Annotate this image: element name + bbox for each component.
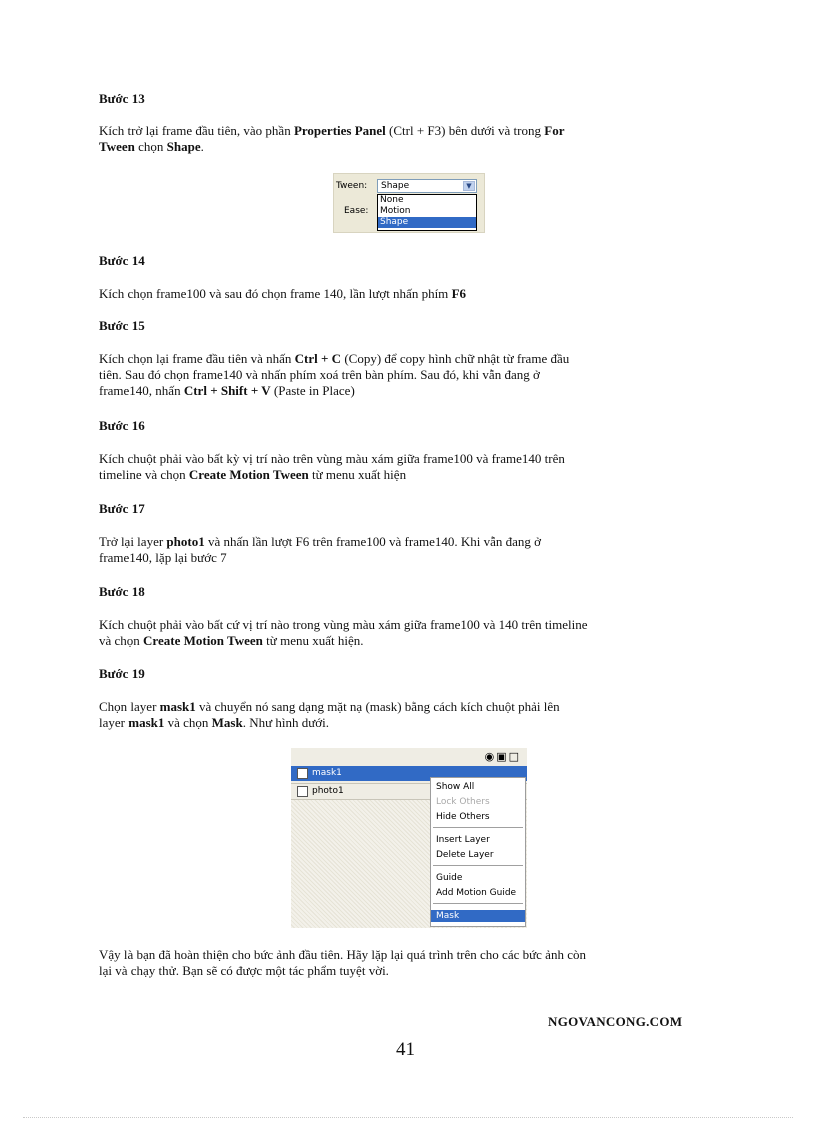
text-run: và nhấn lần lượt F6 trên frame100 và frame140. Khi vẫn đang ở [204,534,542,549]
text-run: frame140, lặp lại bước 7 [99,550,227,565]
step-paragraph [99,617,719,649]
menu-item-insert-layer[interactable]: Insert Layer [436,835,490,845]
menu-item-show-all[interactable]: Show All [436,782,475,792]
text-run: Chọn layer [99,699,160,714]
menu-separator [433,865,523,866]
menu-item-mask[interactable]: Mask [431,910,525,922]
text-line [99,351,719,367]
tween-selected-value: Shape [381,181,410,191]
text-run: và chọn [99,633,144,648]
tween-panel-screenshot [333,173,485,233]
layer-context-menu [430,777,526,927]
chevron-down-icon[interactable]: ▼ [463,181,475,191]
text-line [99,123,719,139]
text-line [99,139,719,155]
text-line [99,633,719,649]
step-paragraph [99,123,719,155]
step-paragraph [99,351,719,399]
layer-toolbar [291,748,527,765]
text-run: từ menu xuất hiện [308,467,407,482]
bold-term: mask1 [159,699,196,714]
tween-option-shape[interactable]: Shape [378,217,476,228]
text-run: Kích trở lại frame đầu tiên, vào phần [99,123,294,138]
bold-term: Mask [211,715,243,730]
footer-site: NGOVANCONG.COM [548,1014,683,1029]
tween-options-list [377,194,477,231]
bold-term: mask1 [128,715,165,730]
step-heading: Bước 15 [99,318,145,333]
text-line [99,383,719,399]
text-run: từ menu xuất hiện. [262,633,364,648]
text-run: . Như hình dưới. [242,715,330,730]
text-run: tiên. Sau đó chọn frame140 và nhấn phím xoá trên bàn phím. Sau đó, khi vẫn đang ở [99,367,540,382]
step-heading: Bước 19 [99,666,145,681]
menu-item-lock-others: Lock Others [436,797,490,807]
text-line [99,467,719,483]
bold-term: For [544,123,565,138]
outline-icon[interactable]: □ [508,750,521,763]
text-line [99,534,719,550]
layer-icon [297,786,308,797]
text-run: Kích chọn frame100 và sau đó chọn frame 140, lần lượt nhấn phím [99,286,452,301]
bold-term: Create Motion Tween [143,633,263,648]
bold-term: F6 [451,286,467,301]
tween-select[interactable] [377,179,477,193]
menu-item-hide-others[interactable]: Hide Others [436,812,490,822]
text-line [99,617,719,633]
step-paragraph [99,699,719,731]
layer-icon [297,768,308,779]
text-line [99,715,719,731]
menu-item-guide[interactable]: Guide [436,873,463,883]
bold-term: Shape [166,139,201,154]
text-run: Trở lại layer [99,534,167,549]
text-run: và chuyển nó sang dạng mặt nạ (mask) bằng cách kích chuột phải lên [195,699,560,714]
text-run: chọn [134,139,167,154]
step-heading: Bước 17 [99,501,145,516]
text-run: layer [99,715,129,730]
text-line [99,451,719,467]
step-paragraph [99,451,719,483]
menu-separator [433,903,523,904]
menu-item-delete-layer[interactable]: Delete Layer [436,850,494,860]
eye-icon[interactable]: ◉ [484,750,497,763]
step-heading: Bước 16 [99,418,145,433]
text-run: (Ctrl + F3) bên dưới và trong [385,123,545,138]
bold-term: Properties Panel [293,123,386,138]
page-number: 41 [396,1039,415,1060]
tween-option-none[interactable]: None [380,195,404,205]
bold-term: Ctrl + C [294,351,342,366]
bold-term: Tween [99,139,135,154]
page-divider [23,1117,793,1118]
text-run: và chọn [164,715,212,730]
text-run: . [200,139,204,154]
menu-separator [433,827,523,828]
step-heading: Bước 14 [99,253,145,268]
text-run: Kích chuột phải vào bất cứ vị trí nào trong vùng màu xám giữa frame100 và 140 trên timeline [99,617,588,632]
text-run: (Paste in Place) [270,383,355,398]
tween-option-motion[interactable]: Motion [380,206,411,216]
layer-name: mask1 [312,768,342,778]
text-line [99,699,719,715]
tween-label: Tween: [336,181,368,191]
bold-term: Create Motion Tween [188,467,309,482]
text-line [99,963,719,979]
text-run: timeline và chọn [99,467,189,482]
bold-term: Ctrl + Shift + V [183,383,271,398]
text-run: Kích chọn lại frame đầu tiên và nhấn [99,351,295,366]
lock-icon[interactable]: ▣ [496,750,509,763]
bold-term: photo1 [166,534,205,549]
text-run: frame140, nhấn [99,383,184,398]
step-heading: Bước 13 [99,91,145,106]
step-paragraph [99,534,719,566]
text-line [99,947,719,963]
menu-item-add-motion-guide[interactable]: Add Motion Guide [436,888,517,898]
layer-name: photo1 [312,786,344,796]
text-line [99,550,719,566]
text-run: Kích chuột phải vào bất kỳ vị trí nào trên vùng màu xám giữa frame100 và frame140 trên [99,451,565,466]
step-heading: Bước 18 [99,584,145,599]
closing-paragraph [99,947,719,979]
step-paragraph [99,286,719,302]
text-run: lại và chạy thử. Bạn sẽ có được một tác phẩm tuyệt vời. [99,963,389,978]
text-line [99,367,719,383]
text-run: (Copy) để copy hình chữ nhật từ frame đầu [341,351,570,366]
ease-label: Ease: [344,206,369,216]
layer-toolbar-icons [485,750,521,763]
text-run: Vậy là bạn đã hoàn thiện cho bức ảnh đầu tiên. Hãy lặp lại quá trình trên cho các bức ảnh còn [99,947,586,962]
text-line [99,286,719,302]
